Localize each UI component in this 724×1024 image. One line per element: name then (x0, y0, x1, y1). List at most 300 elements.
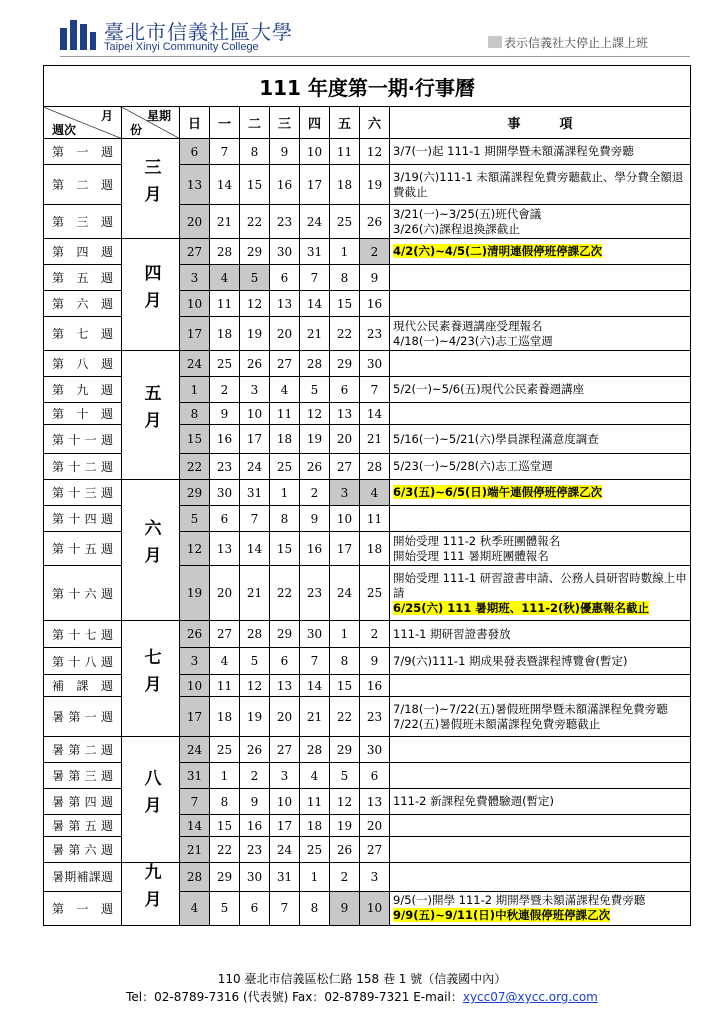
day-cell: 15 (210, 815, 240, 837)
month-label: 七月 (122, 621, 180, 737)
day-cell: 1 (180, 377, 210, 403)
week-label: 補課週 (44, 675, 122, 697)
event-text: 7/18(一)~7/22(五)暑假班開學暨未額滿課程免費旁聽 7/22(五)暑假班未額滿課程免費旁聽截止 (393, 701, 668, 731)
day-cell: 29 (180, 480, 210, 506)
day-cell: 31 (300, 239, 330, 265)
day-cell: 7 (300, 648, 330, 675)
weekday-header: 一 (210, 107, 240, 139)
day-cell: 23 (210, 454, 240, 480)
events-cell (390, 763, 691, 789)
month-label: 五月 (122, 351, 180, 480)
day-cell: 2 (240, 763, 270, 789)
day-cell: 7 (270, 891, 300, 925)
footer (0, 970, 724, 1006)
day-cell: 12 (330, 789, 360, 815)
event-text: 開始受理 111 暑期班團體報名 (393, 548, 549, 563)
day-cell: 8 (330, 648, 360, 675)
table-row (44, 863, 691, 892)
event-text: 3/7(一)起 111-1 期開學暨未額滿課程免費旁聽 (393, 144, 634, 158)
day-cell: 4 (180, 891, 210, 925)
legend (488, 34, 648, 51)
day-cell: 6 (180, 139, 210, 165)
day-cell: 2 (210, 377, 240, 403)
events-cell (390, 837, 691, 863)
day-cell: 10 (240, 403, 270, 425)
day-cell: 1 (300, 863, 330, 892)
day-cell: 27 (180, 239, 210, 265)
events-cell (390, 425, 691, 454)
day-cell: 24 (330, 566, 360, 621)
day-cell: 24 (300, 205, 330, 239)
school-name-cn: 臺北市信義社區大學 (104, 20, 293, 44)
page-header (0, 0, 724, 62)
day-cell: 10 (180, 291, 210, 317)
day-cell: 10 (300, 139, 330, 165)
table-row (44, 480, 691, 506)
day-cell: 26 (240, 351, 270, 377)
events-cell (390, 480, 691, 506)
day-cell: 11 (330, 139, 360, 165)
day-cell: 13 (270, 675, 300, 697)
week-label: 暑第三週 (44, 763, 122, 789)
day-cell: 12 (360, 139, 390, 165)
day-cell: 19 (300, 425, 330, 454)
header-divider (60, 56, 690, 57)
day-cell: 18 (210, 317, 240, 351)
day-cell: 3 (330, 480, 360, 506)
email-link[interactable]: xycc07@xycc.org.com (462, 990, 598, 1004)
event-text: 開始受理 111-1 研習證書申請、公務人員研習時數線上申請 (393, 570, 687, 600)
day-cell: 26 (330, 837, 360, 863)
day-cell: 11 (300, 789, 330, 815)
day-cell: 9 (270, 139, 300, 165)
week-label: 暑第一週 (44, 697, 122, 737)
day-cell: 8 (270, 506, 300, 532)
day-cell: 20 (330, 425, 360, 454)
day-cell: 26 (240, 737, 270, 763)
day-cell: 7 (180, 789, 210, 815)
month-label: 四月 (122, 239, 180, 351)
holiday-event: 9/9(五)~9/11(日)中秋連假停班停課乙次 (393, 908, 611, 923)
day-cell: 22 (180, 454, 210, 480)
events-cell (390, 403, 691, 425)
day-cell: 8 (300, 891, 330, 925)
day-cell: 10 (360, 891, 390, 925)
week-label: 第九週 (44, 377, 122, 403)
week-label: 暑期補課週 (44, 863, 122, 892)
day-cell: 6 (240, 891, 270, 925)
day-cell: 24 (240, 454, 270, 480)
day-cell: 19 (330, 815, 360, 837)
day-cell: 28 (300, 737, 330, 763)
day-cell: 14 (300, 291, 330, 317)
day-cell: 21 (300, 317, 330, 351)
day-cell: 10 (330, 506, 360, 532)
day-cell: 6 (330, 377, 360, 403)
weekday-header: 五 (330, 107, 360, 139)
day-cell: 9 (300, 506, 330, 532)
day-cell: 23 (300, 566, 330, 621)
day-cell: 8 (210, 789, 240, 815)
week-label: 第十七週 (44, 621, 122, 648)
day-cell: 21 (300, 697, 330, 737)
table-row (44, 139, 691, 165)
footer-address: 110 臺北市信義區松仁路 158 巷 1 號（信義國中內） (217, 972, 507, 986)
day-cell: 20 (270, 317, 300, 351)
day-cell: 8 (180, 403, 210, 425)
day-cell: 19 (360, 165, 390, 205)
week-label: 暑第五週 (44, 815, 122, 837)
day-cell: 1 (330, 621, 360, 648)
day-cell: 22 (240, 205, 270, 239)
events-header: 事 項 (390, 107, 691, 139)
day-cell: 4 (360, 480, 390, 506)
events-cell (390, 891, 691, 925)
day-cell: 5 (240, 265, 270, 291)
week-label: 第二週 (44, 165, 122, 205)
day-cell: 20 (180, 205, 210, 239)
day-cell: 4 (300, 763, 330, 789)
day-cell: 30 (360, 351, 390, 377)
day-cell: 21 (210, 205, 240, 239)
day-cell: 1 (330, 239, 360, 265)
day-cell: 9 (240, 789, 270, 815)
day-cell: 9 (330, 891, 360, 925)
day-cell: 4 (270, 377, 300, 403)
holiday-event: 6/25(六) 111 暑期班、111-2(秋)優惠報名截止 (393, 600, 650, 615)
day-cell: 16 (360, 291, 390, 317)
day-cell: 14 (180, 815, 210, 837)
day-cell: 30 (210, 480, 240, 506)
events-cell (390, 139, 691, 165)
day-cell: 9 (210, 403, 240, 425)
day-cell: 13 (330, 403, 360, 425)
day-cell: 8 (330, 265, 360, 291)
day-cell: 19 (180, 566, 210, 621)
day-cell: 3 (180, 265, 210, 291)
day-cell: 25 (210, 737, 240, 763)
day-cell: 22 (330, 697, 360, 737)
event-text: 5/2(一)~5/6(五)現代公民素養週講座 (393, 382, 585, 396)
events-cell (390, 815, 691, 837)
corner-week-month: 月 週次 (44, 107, 122, 139)
day-cell: 21 (180, 837, 210, 863)
day-cell: 28 (180, 863, 210, 892)
day-cell: 26 (300, 454, 330, 480)
day-cell: 22 (210, 837, 240, 863)
weekday-header: 四 (300, 107, 330, 139)
day-cell: 3 (240, 377, 270, 403)
day-cell: 30 (240, 863, 270, 892)
events-cell (390, 239, 691, 265)
week-label: 第十一週 (44, 425, 122, 454)
day-cell: 28 (210, 239, 240, 265)
day-cell: 16 (210, 425, 240, 454)
week-label: 第十週 (44, 403, 122, 425)
day-cell: 23 (240, 837, 270, 863)
events-cell (390, 506, 691, 532)
day-cell: 18 (330, 165, 360, 205)
footer-contact: Tel：02-8789-7316 (代表號) Fax：02-8789-7321 E-mail：xycc07@xycc.org.com (126, 990, 598, 1004)
event-text: 111-1 期研習證書發放 (393, 626, 511, 641)
event-text: 3/26(六)課程退換課截止 (393, 221, 520, 236)
day-cell: 16 (270, 165, 300, 205)
day-cell: 6 (360, 763, 390, 789)
events-cell (390, 789, 691, 815)
day-cell: 7 (300, 265, 330, 291)
day-cell: 21 (360, 425, 390, 454)
events-cell (390, 205, 691, 239)
week-label: 第一週 (44, 891, 122, 925)
day-cell: 17 (180, 697, 210, 737)
day-cell: 23 (360, 317, 390, 351)
day-cell: 5 (240, 648, 270, 675)
day-cell: 17 (300, 165, 330, 205)
events-cell (390, 291, 691, 317)
day-cell: 17 (330, 532, 360, 566)
events-cell (390, 165, 691, 205)
day-cell: 6 (270, 648, 300, 675)
day-cell: 12 (180, 532, 210, 566)
day-cell: 24 (180, 737, 210, 763)
day-cell: 29 (330, 351, 360, 377)
day-cell: 27 (360, 837, 390, 863)
day-cell: 18 (210, 697, 240, 737)
day-cell: 28 (240, 621, 270, 648)
day-cell: 2 (360, 621, 390, 648)
school-logo-icon (58, 18, 98, 52)
day-cell: 12 (240, 291, 270, 317)
day-cell: 9 (360, 648, 390, 675)
day-cell: 8 (240, 139, 270, 165)
week-label: 第五週 (44, 265, 122, 291)
day-cell: 26 (360, 205, 390, 239)
day-cell: 14 (300, 675, 330, 697)
event-text: 現代公民素養週講座受理報名 (393, 318, 543, 333)
month-label: 九月 (122, 863, 180, 926)
day-cell: 14 (240, 532, 270, 566)
month-label: 六月 (122, 480, 180, 621)
day-cell: 17 (180, 317, 210, 351)
event-text: 111-2 新課程免費體驗週(暫定) (393, 794, 555, 808)
day-cell: 4 (210, 648, 240, 675)
day-cell: 29 (330, 737, 360, 763)
day-cell: 9 (360, 265, 390, 291)
day-cell: 11 (210, 291, 240, 317)
day-cell: 20 (210, 566, 240, 621)
week-label: 第六週 (44, 291, 122, 317)
day-cell: 10 (270, 789, 300, 815)
day-cell: 31 (240, 480, 270, 506)
day-cell: 30 (300, 621, 330, 648)
day-cell: 3 (180, 648, 210, 675)
day-cell: 25 (330, 205, 360, 239)
events-cell (390, 863, 691, 892)
day-cell: 18 (300, 815, 330, 837)
day-cell: 17 (240, 425, 270, 454)
month-label: 三月 (122, 139, 180, 239)
week-label: 第十三週 (44, 480, 122, 506)
month-label: 八月 (122, 737, 180, 863)
day-cell: 23 (270, 205, 300, 239)
day-cell: 7 (360, 377, 390, 403)
day-cell: 30 (270, 239, 300, 265)
day-cell: 2 (360, 239, 390, 265)
week-label: 第十四週 (44, 506, 122, 532)
day-cell: 7 (210, 139, 240, 165)
week-label: 第四週 (44, 239, 122, 265)
events-cell (390, 621, 691, 648)
day-cell: 11 (360, 506, 390, 532)
day-cell: 31 (270, 863, 300, 892)
day-cell: 15 (240, 165, 270, 205)
day-cell: 22 (330, 317, 360, 351)
day-cell: 21 (240, 566, 270, 621)
day-cell: 25 (360, 566, 390, 621)
day-cell: 26 (180, 621, 210, 648)
events-cell (390, 737, 691, 763)
holiday-event: 6/3(五)~6/5(日)端午連假停班停課乙次 (393, 485, 603, 499)
day-cell: 29 (270, 621, 300, 648)
day-cell: 15 (180, 425, 210, 454)
calendar-table (43, 65, 691, 926)
day-cell: 16 (240, 815, 270, 837)
day-cell: 14 (210, 165, 240, 205)
day-cell: 29 (240, 239, 270, 265)
day-cell: 15 (270, 532, 300, 566)
day-cell: 24 (180, 351, 210, 377)
day-cell: 11 (210, 675, 240, 697)
event-text: 3/19(六)111-1 未額滿課程免費旁聽截止、學分費全額退費截止 (393, 169, 684, 199)
weekday-header: 二 (240, 107, 270, 139)
event-text: 5/16(一)~5/21(六)學員課程滿意度調查 (393, 431, 599, 446)
events-cell (390, 675, 691, 697)
day-cell: 13 (360, 789, 390, 815)
day-cell: 27 (270, 351, 300, 377)
week-label: 第十八週 (44, 648, 122, 675)
day-cell: 19 (240, 317, 270, 351)
event-text: 5/23(一)~5/28(六)志工巡堂週 (393, 459, 553, 473)
day-cell: 5 (180, 506, 210, 532)
day-cell: 23 (360, 697, 390, 737)
day-cell: 5 (330, 763, 360, 789)
calendar-title: 111 年度第一期‧行事曆 (44, 66, 691, 107)
day-cell: 17 (270, 815, 300, 837)
week-label: 第十二週 (44, 454, 122, 480)
week-label: 暑第二週 (44, 737, 122, 763)
day-cell: 14 (360, 403, 390, 425)
table-row (44, 351, 691, 377)
day-cell: 28 (300, 351, 330, 377)
table-row (44, 737, 691, 763)
week-label: 第十六週 (44, 566, 122, 621)
events-cell (390, 351, 691, 377)
day-cell: 2 (300, 480, 330, 506)
day-cell: 7 (240, 506, 270, 532)
event-text: 4/18(一)~4/23(六)志工巡堂週 (393, 333, 553, 348)
day-cell: 1 (270, 480, 300, 506)
holiday-event: 4/2(六)~4/5(二)清明連假停班停課乙次 (393, 244, 603, 258)
day-cell: 13 (180, 165, 210, 205)
day-cell: 18 (360, 532, 390, 566)
school-name-en: Taipei Xinyi Community College (104, 41, 259, 53)
day-cell: 27 (330, 454, 360, 480)
week-label: 暑第六週 (44, 837, 122, 863)
events-cell (390, 648, 691, 675)
corner-day-month: 星期 份 (122, 107, 180, 139)
day-cell: 12 (300, 403, 330, 425)
event-text: 3/21(一)~3/25(五)班代會議 (393, 206, 542, 221)
day-cell: 2 (330, 863, 360, 892)
events-cell (390, 265, 691, 291)
weekday-header: 三 (270, 107, 300, 139)
day-cell: 31 (180, 763, 210, 789)
week-label: 暑第四週 (44, 789, 122, 815)
day-cell: 11 (270, 403, 300, 425)
day-cell: 27 (270, 737, 300, 763)
legend-text: 表示信義社大停止上課上班 (504, 36, 649, 50)
day-cell: 18 (270, 425, 300, 454)
week-label: 第八週 (44, 351, 122, 377)
weekday-header: 六 (360, 107, 390, 139)
events-cell (390, 317, 691, 351)
day-cell: 20 (270, 697, 300, 737)
day-cell: 4 (210, 265, 240, 291)
events-cell (390, 377, 691, 403)
week-label: 第三週 (44, 205, 122, 239)
day-cell: 3 (360, 863, 390, 892)
events-cell (390, 566, 691, 621)
day-cell: 25 (270, 454, 300, 480)
weekday-header: 日 (180, 107, 210, 139)
table-row (44, 621, 691, 648)
day-cell: 27 (210, 621, 240, 648)
day-cell: 5 (300, 377, 330, 403)
day-cell: 24 (270, 837, 300, 863)
week-label: 第七週 (44, 317, 122, 351)
events-cell (390, 454, 691, 480)
day-cell: 20 (360, 815, 390, 837)
day-cell: 6 (210, 506, 240, 532)
day-cell: 3 (270, 763, 300, 789)
day-cell: 30 (360, 737, 390, 763)
week-label: 第一週 (44, 139, 122, 165)
week-label: 第十五週 (44, 532, 122, 566)
day-cell: 16 (360, 675, 390, 697)
day-cell: 15 (330, 675, 360, 697)
gray-swatch-icon (488, 36, 502, 48)
table-row (44, 239, 691, 265)
day-cell: 13 (210, 532, 240, 566)
event-text: 9/5(一)開學 111-2 期開學暨未額滿課程免費旁聽 (393, 893, 646, 908)
day-cell: 19 (240, 697, 270, 737)
events-cell (390, 697, 691, 737)
day-cell: 6 (270, 265, 300, 291)
day-cell: 16 (300, 532, 330, 566)
day-cell: 12 (240, 675, 270, 697)
day-cell: 29 (210, 863, 240, 892)
day-cell: 22 (270, 566, 300, 621)
event-text: 7/9(六)111-1 期成果發表暨課程博覽會(暫定) (393, 653, 628, 668)
day-cell: 13 (270, 291, 300, 317)
event-text: 開始受理 111-2 秋季班團體報名 (393, 533, 561, 548)
day-cell: 15 (330, 291, 360, 317)
day-cell: 25 (210, 351, 240, 377)
day-cell: 28 (360, 454, 390, 480)
day-cell: 5 (210, 891, 240, 925)
day-cell: 25 (300, 837, 330, 863)
events-cell (390, 532, 691, 566)
